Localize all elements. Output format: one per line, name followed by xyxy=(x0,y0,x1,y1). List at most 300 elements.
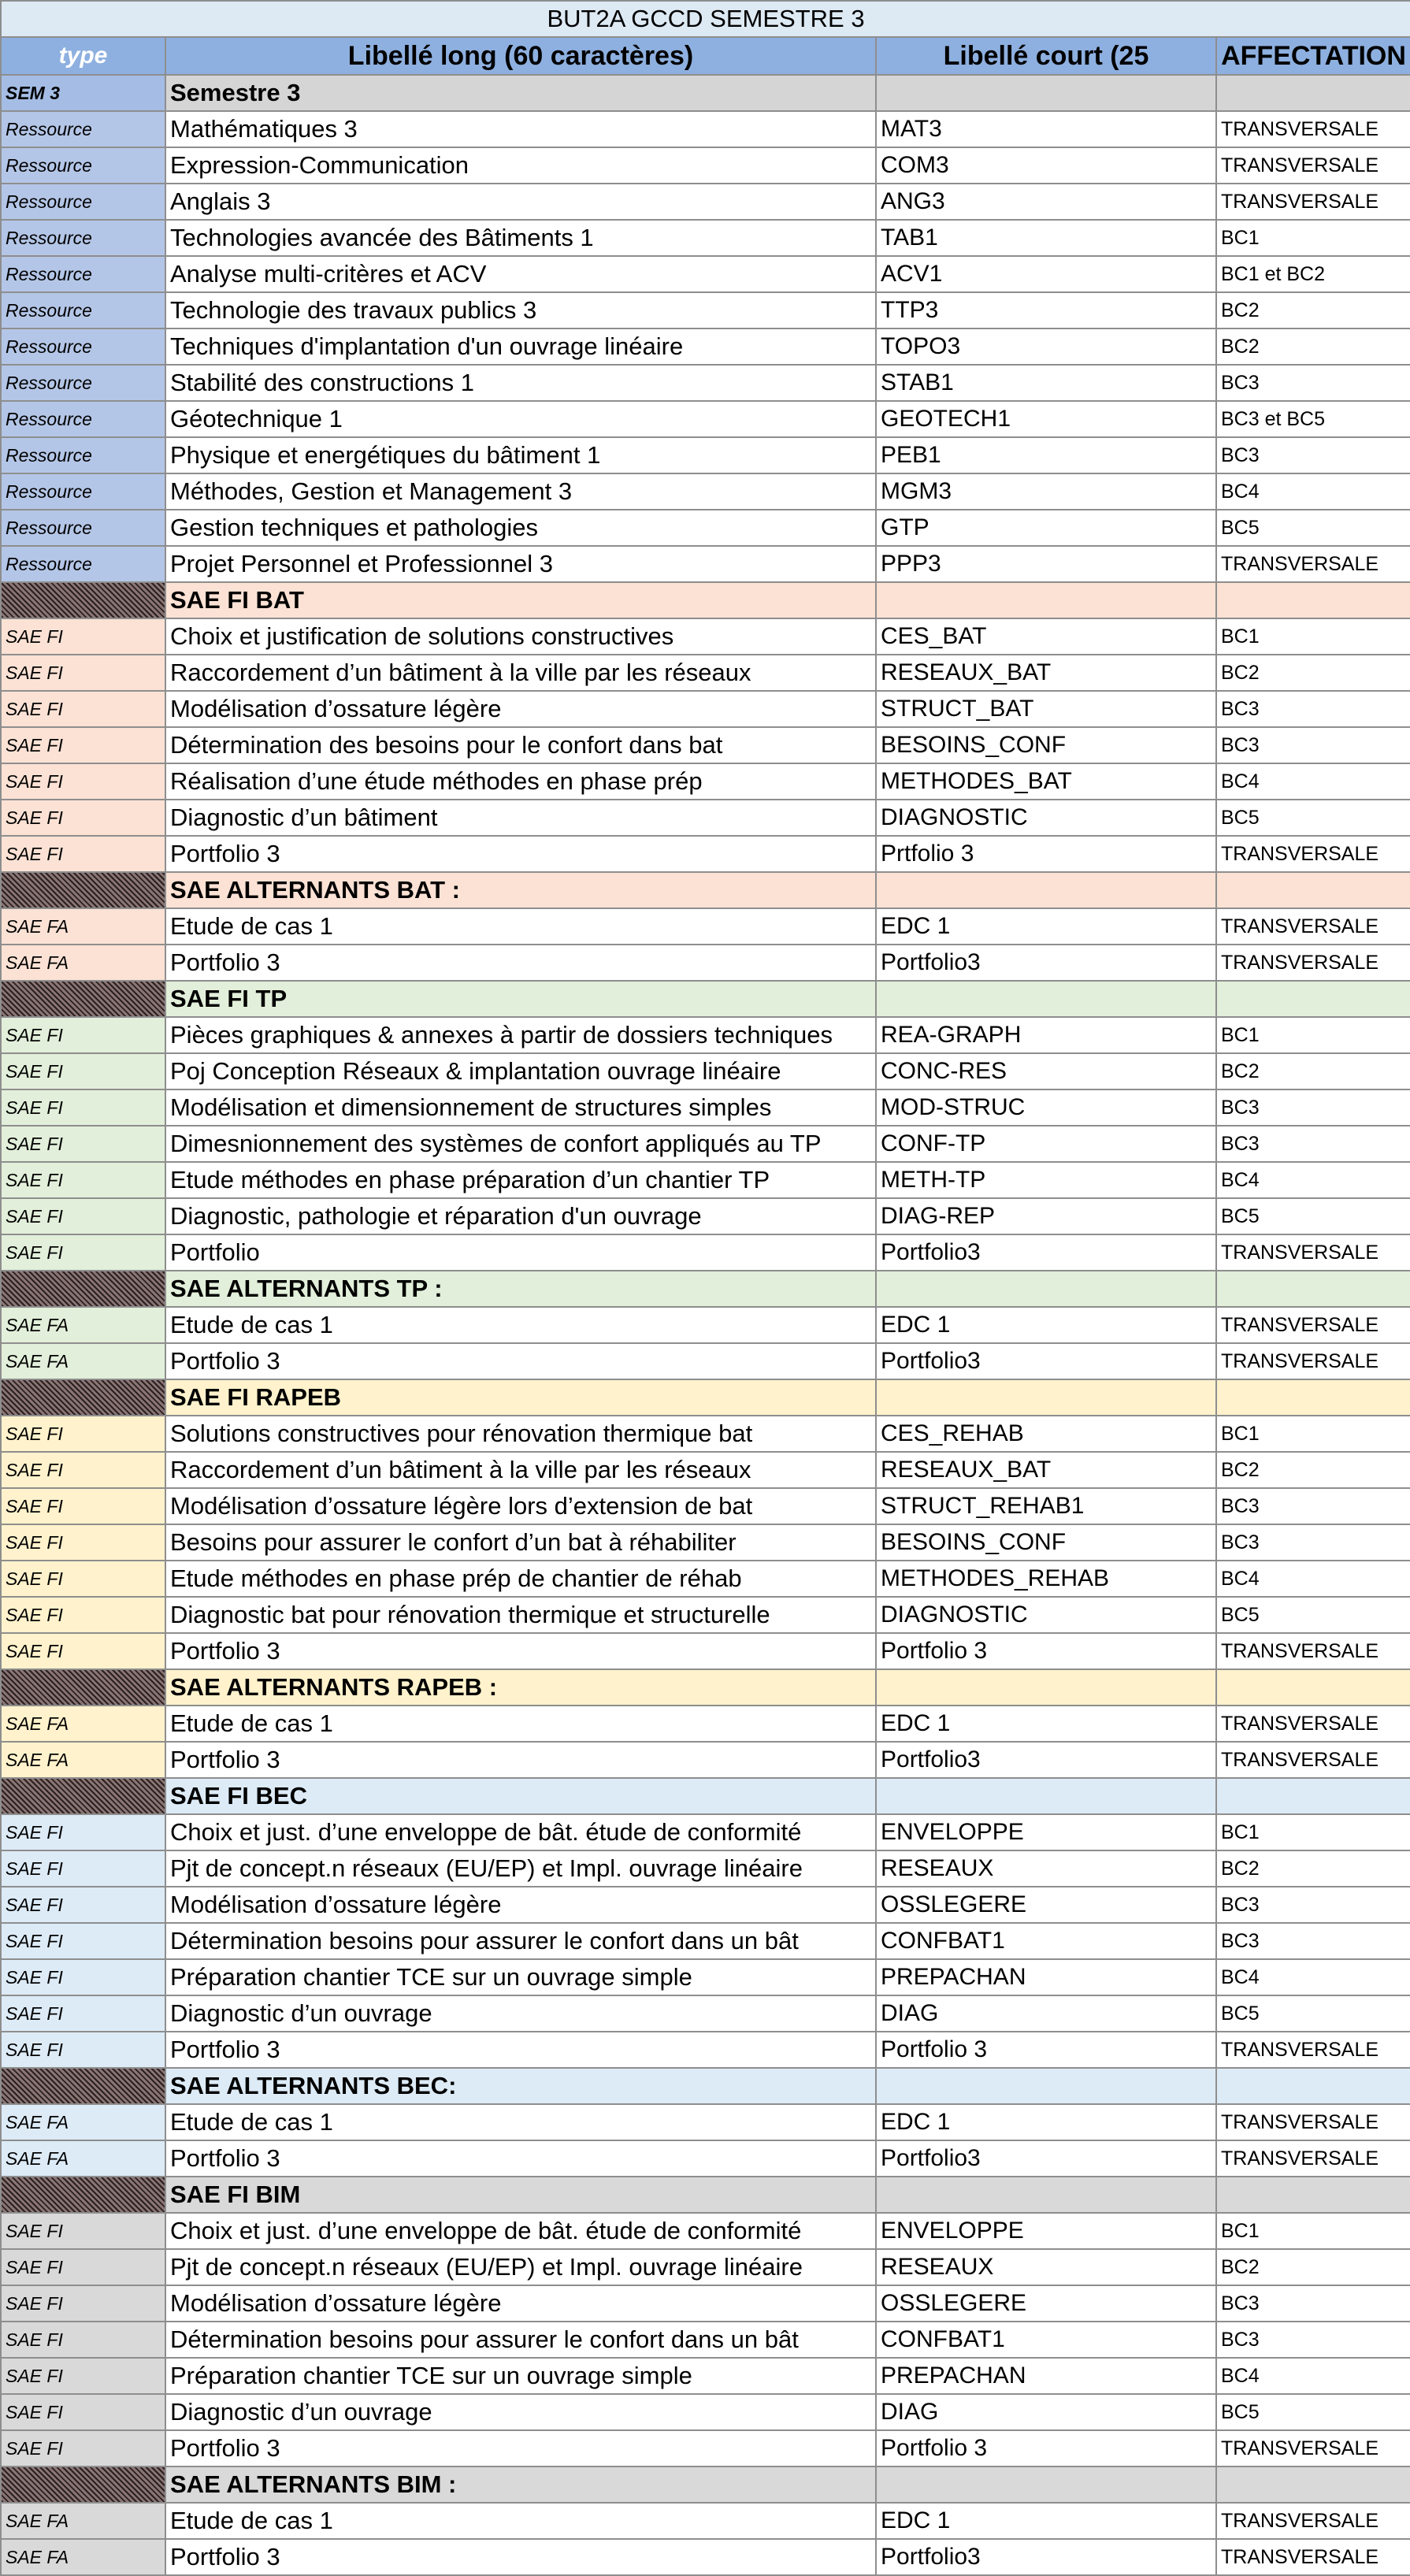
affectation-cell[interactable]: TRANSVERSALE xyxy=(1216,1706,1410,1742)
affectation-cell[interactable]: BC1 xyxy=(1216,2213,1410,2249)
section-affectation-cell[interactable] xyxy=(1216,981,1410,1017)
table-row xyxy=(1,1162,1410,1198)
section-short-cell[interactable] xyxy=(876,1778,1216,1814)
hatched-type-cell[interactable] xyxy=(1,2177,165,2213)
short-label-cell[interactable]: RESEAUX_BAT xyxy=(876,655,1216,691)
section-title[interactable]: Semestre 3 xyxy=(165,75,876,111)
short-label-cell[interactable]: PREPACHAN xyxy=(876,1959,1216,1995)
affectation-cell[interactable]: BC3 xyxy=(1216,437,1410,473)
affectation-cell[interactable]: TRANSVERSALE xyxy=(1216,1742,1410,1778)
type-cell[interactable]: SAE FI xyxy=(1,1452,165,1488)
long-label-cell[interactable]: Etude méthodes en phase prép de chantier de réhab xyxy=(165,1561,876,1597)
short-label-cell[interactable]: ACV1 xyxy=(876,256,1216,292)
type-cell[interactable]: SAE FI xyxy=(1,2213,165,2249)
long-label-cell[interactable]: Réalisation d’une étude méthodes en phase prép xyxy=(165,763,876,800)
short-label-cell[interactable]: Portfolio 3 xyxy=(876,1633,1216,1669)
type-cell[interactable]: Ressource xyxy=(1,147,165,184)
short-label-cell[interactable]: Portfolio 3 xyxy=(876,2032,1216,2068)
affectation-cell[interactable]: TRANSVERSALE xyxy=(1216,1307,1410,1343)
affectation-cell[interactable]: BC1 xyxy=(1216,618,1410,655)
short-label-cell[interactable]: DIAG xyxy=(876,1995,1216,2032)
section-title[interactable]: SAE ALTERNANTS RAPEB : xyxy=(165,1669,876,1706)
section-short-cell[interactable] xyxy=(876,2467,1216,2503)
long-label-cell[interactable]: Choix et just. d’une enveloppe de bât. étude de conformité xyxy=(165,1814,876,1850)
section-short-cell[interactable] xyxy=(876,981,1216,1017)
long-label-cell[interactable]: Technologie des travaux publics 3 xyxy=(165,292,876,328)
hatched-type-cell[interactable] xyxy=(1,872,165,908)
short-label-cell[interactable]: Portfolio3 xyxy=(876,945,1216,981)
short-label-cell[interactable]: ANG3 xyxy=(876,184,1216,220)
short-label-cell[interactable]: DIAG-REP xyxy=(876,1198,1216,1234)
type-cell[interactable]: Ressource xyxy=(1,184,165,220)
short-label-cell[interactable]: MGM3 xyxy=(876,473,1216,510)
section-title[interactable]: SAE ALTERNANTS BAT : xyxy=(165,872,876,908)
affectation-cell[interactable]: BC3 et BC5 xyxy=(1216,401,1410,437)
affectation-cell[interactable]: BC3 xyxy=(1216,1089,1410,1126)
long-label-cell[interactable]: Gestion techniques et pathologies xyxy=(165,510,876,546)
type-cell[interactable]: Ressource xyxy=(1,220,165,256)
hatched-type-cell[interactable] xyxy=(1,582,165,618)
short-label-cell[interactable]: BESOINS_CONF xyxy=(876,1524,1216,1561)
table-row xyxy=(1,1488,1410,1524)
table-row xyxy=(1,1126,1410,1162)
type-cell[interactable]: Ressource xyxy=(1,510,165,546)
table-row xyxy=(1,1234,1410,1271)
long-label-cell[interactable]: Solutions constructives pour rénovation thermique bat xyxy=(165,1416,876,1452)
table-row xyxy=(1,1307,1410,1343)
type-cell[interactable]: SAE FI xyxy=(1,1162,165,1198)
long-label-cell[interactable]: Portfolio 3 xyxy=(165,1742,876,1778)
type-cell[interactable]: SAE FI xyxy=(1,1561,165,1597)
long-label-cell[interactable]: Mathématiques 3 xyxy=(165,111,876,147)
short-label-cell[interactable]: RESEAUX xyxy=(876,1850,1216,1887)
type-cell[interactable]: SAE FI xyxy=(1,836,165,872)
type-cell[interactable]: Ressource xyxy=(1,401,165,437)
affectation-cell[interactable]: BC3 xyxy=(1216,1887,1410,1923)
type-cell[interactable]: SAE FI xyxy=(1,1017,165,1053)
short-label-cell[interactable]: OSSLEGERE xyxy=(876,2285,1216,2322)
type-cell[interactable]: SAE FI xyxy=(1,1814,165,1850)
long-label-cell[interactable]: Etude méthodes en phase préparation d’un chantier TP xyxy=(165,1162,876,1198)
short-label-cell[interactable]: CES_BAT xyxy=(876,618,1216,655)
affectation-cell[interactable]: BC1 xyxy=(1216,220,1410,256)
short-label-cell[interactable]: PPP3 xyxy=(876,546,1216,582)
short-label-cell[interactable]: CONC-RES xyxy=(876,1053,1216,1089)
type-cell[interactable]: SAE FI xyxy=(1,1198,165,1234)
long-label-cell[interactable]: Modélisation d’ossature légère xyxy=(165,691,876,727)
long-label-cell[interactable]: Portfolio xyxy=(165,1234,876,1271)
short-label-cell[interactable]: Portfolio3 xyxy=(876,1234,1216,1271)
section-affectation-cell[interactable] xyxy=(1216,1778,1410,1814)
header-row xyxy=(1,37,1410,75)
affectation-cell[interactable]: BC3 xyxy=(1216,2322,1410,2358)
section-title[interactable]: SAE FI BIM xyxy=(165,2177,876,2213)
table-row xyxy=(1,1706,1410,1742)
long-label-cell[interactable]: Diagnostic d’un ouvrage xyxy=(165,1995,876,2032)
long-label-cell[interactable]: Anglais 3 xyxy=(165,184,876,220)
section-short-cell[interactable] xyxy=(876,2177,1216,2213)
section-affectation-cell[interactable] xyxy=(1216,1271,1410,1307)
long-label-cell[interactable]: Préparation chantier TCE sur un ouvrage simple xyxy=(165,1959,876,1995)
long-label-cell[interactable]: Diagnostic, pathologie et réparation d'un ouvrage xyxy=(165,1198,876,1234)
affectation-cell[interactable]: BC2 xyxy=(1216,1850,1410,1887)
section-affectation-cell[interactable] xyxy=(1216,75,1410,111)
section-title[interactable]: SAE ALTERNANTS TP : xyxy=(165,1271,876,1307)
type-cell[interactable]: SAE FI xyxy=(1,618,165,655)
affectation-cell[interactable]: BC4 xyxy=(1216,1561,1410,1597)
affectation-cell[interactable]: TRANSVERSALE xyxy=(1216,836,1410,872)
type-cell[interactable]: Ressource xyxy=(1,256,165,292)
type-cell[interactable]: Ressource xyxy=(1,546,165,582)
affectation-cell[interactable]: BC3 xyxy=(1216,365,1410,401)
type-cell[interactable]: SAE FI xyxy=(1,2430,165,2467)
long-label-cell[interactable]: Modélisation d’ossature légère lors d’extension de bat xyxy=(165,1488,876,1524)
short-label-cell[interactable]: PEB1 xyxy=(876,437,1216,473)
hatched-type-cell[interactable] xyxy=(1,981,165,1017)
type-cell[interactable]: SAE FI xyxy=(1,2032,165,2068)
affectation-cell[interactable]: BC1 xyxy=(1216,1017,1410,1053)
affectation-cell[interactable]: BC3 xyxy=(1216,1923,1410,1959)
long-label-cell[interactable]: Etude de cas 1 xyxy=(165,2104,876,2140)
header-long-label[interactable]: Libellé long (60 caractères) xyxy=(165,37,876,75)
short-label-cell[interactable]: CES_REHAB xyxy=(876,1416,1216,1452)
long-label-cell[interactable]: Détermination besoins pour assurer le confort dans un bât xyxy=(165,2322,876,2358)
short-label-cell[interactable]: OSSLEGERE xyxy=(876,1887,1216,1923)
long-label-cell[interactable]: Méthodes, Gestion et Management 3 xyxy=(165,473,876,510)
section-header-row xyxy=(1,75,1410,111)
long-label-cell[interactable]: Portfolio 3 xyxy=(165,2140,876,2177)
semester-type-cell[interactable]: SEM 3 xyxy=(1,75,165,111)
long-label-cell[interactable]: Pjt de concept.n réseaux (EU/EP) et Impl. ouvrage linéaire xyxy=(165,1850,876,1887)
header-affectation[interactable]: AFFECTATION xyxy=(1216,37,1410,75)
type-cell[interactable]: SAE FI xyxy=(1,1089,165,1126)
table-row xyxy=(1,618,1410,655)
short-label-cell[interactable]: MOD-STRUC xyxy=(876,1089,1216,1126)
long-label-cell[interactable]: Diagnostic d’un bâtiment xyxy=(165,800,876,836)
affectation-cell[interactable]: BC3 xyxy=(1216,1126,1410,1162)
short-label-cell[interactable]: STAB1 xyxy=(876,365,1216,401)
type-cell[interactable]: SAE FA xyxy=(1,2539,165,2575)
long-label-cell[interactable]: Poj Conception Réseaux & implantation ouvrage linéaire xyxy=(165,1053,876,1089)
short-label-cell[interactable]: DIAGNOSTIC xyxy=(876,800,1216,836)
type-cell[interactable]: SAE FI xyxy=(1,2358,165,2394)
long-label-cell[interactable]: Portfolio 3 xyxy=(165,2539,876,2575)
type-cell[interactable]: SAE FI xyxy=(1,1524,165,1561)
long-label-cell[interactable]: Portfolio 3 xyxy=(165,836,876,872)
long-label-cell[interactable]: Etude de cas 1 xyxy=(165,908,876,945)
type-cell[interactable]: SAE FA xyxy=(1,2104,165,2140)
section-short-cell[interactable] xyxy=(876,872,1216,908)
affectation-cell[interactable]: TRANSVERSALE xyxy=(1216,546,1410,582)
type-cell[interactable]: SAE FI xyxy=(1,2322,165,2358)
affectation-cell[interactable]: BC3 xyxy=(1216,727,1410,763)
short-label-cell[interactable]: Portfolio3 xyxy=(876,1343,1216,1379)
short-label-cell[interactable]: CONFBAT1 xyxy=(876,2322,1216,2358)
affectation-cell[interactable]: BC2 xyxy=(1216,655,1410,691)
section-short-cell[interactable] xyxy=(876,1669,1216,1706)
type-cell[interactable]: SAE FA xyxy=(1,1343,165,1379)
affectation-cell[interactable]: BC5 xyxy=(1216,1597,1410,1633)
type-cell[interactable]: SAE FI xyxy=(1,1887,165,1923)
affectation-cell[interactable]: TRANSVERSALE xyxy=(1216,111,1410,147)
type-cell[interactable]: SAE FI xyxy=(1,2249,165,2285)
long-label-cell[interactable]: Portfolio 3 xyxy=(165,2032,876,2068)
table-row xyxy=(1,1452,1410,1488)
section-title[interactable]: SAE FI BAT xyxy=(165,582,876,618)
table-row xyxy=(1,184,1410,220)
section-title[interactable]: SAE ALTERNANTS BIM : xyxy=(165,2467,876,2503)
long-label-cell[interactable]: Diagnostic d’un ouvrage xyxy=(165,2394,876,2430)
long-label-cell[interactable]: Techniques d'implantation d'un ouvrage linéaire xyxy=(165,328,876,365)
section-short-cell[interactable] xyxy=(876,1379,1216,1416)
header-short-label[interactable]: Libellé court (25 xyxy=(876,37,1216,75)
affectation-cell[interactable]: BC2 xyxy=(1216,1053,1410,1089)
long-label-cell[interactable]: Projet Personnel et Professionnel 3 xyxy=(165,546,876,582)
type-cell[interactable]: SAE FA xyxy=(1,1307,165,1343)
type-cell[interactable]: SAE FI xyxy=(1,1995,165,2032)
long-label-cell[interactable]: Modélisation et dimensionnement de structures simples xyxy=(165,1089,876,1126)
hatched-type-cell[interactable] xyxy=(1,1669,165,1706)
affectation-cell[interactable]: BC1 xyxy=(1216,1416,1410,1452)
short-label-cell[interactable]: PREPACHAN xyxy=(876,2358,1216,2394)
affectation-cell[interactable]: BC1 xyxy=(1216,1814,1410,1850)
type-cell[interactable]: SAE FI xyxy=(1,1234,165,1271)
short-label-cell[interactable]: DIAGNOSTIC xyxy=(876,1597,1216,1633)
affectation-cell[interactable]: BC5 xyxy=(1216,800,1410,836)
section-affectation-cell[interactable] xyxy=(1216,872,1410,908)
short-label-cell[interactable]: GEOTECH1 xyxy=(876,401,1216,437)
short-label-cell[interactable]: Prtfolio 3 xyxy=(876,836,1216,872)
short-label-cell[interactable]: COM3 xyxy=(876,147,1216,184)
type-cell[interactable]: SAE FI xyxy=(1,1923,165,1959)
type-cell[interactable]: SAE FI xyxy=(1,1416,165,1452)
sheet-title[interactable]: BUT2A GCCD SEMESTRE 3 xyxy=(1,1,1410,37)
short-label-cell[interactable]: BESOINS_CONF xyxy=(876,727,1216,763)
long-label-cell[interactable]: Préparation chantier TCE sur un ouvrage simple xyxy=(165,2358,876,2394)
long-label-cell[interactable]: Physique et energétiques du bâtiment 1 xyxy=(165,437,876,473)
long-label-cell[interactable]: Portfolio 3 xyxy=(165,945,876,981)
affectation-cell[interactable]: TRANSVERSALE xyxy=(1216,184,1410,220)
long-label-cell[interactable]: Etude de cas 1 xyxy=(165,1307,876,1343)
type-cell[interactable]: SAE FI xyxy=(1,691,165,727)
type-cell[interactable]: SAE FI xyxy=(1,1597,165,1633)
type-cell[interactable]: SAE FI xyxy=(1,1126,165,1162)
type-cell[interactable]: Ressource xyxy=(1,111,165,147)
short-label-cell[interactable]: CONFBAT1 xyxy=(876,1923,1216,1959)
section-affectation-cell[interactable] xyxy=(1216,2068,1410,2104)
section-title[interactable]: SAE FI RAPEB xyxy=(165,1379,876,1416)
hatched-type-cell[interactable] xyxy=(1,2068,165,2104)
affectation-cell[interactable]: BC4 xyxy=(1216,473,1410,510)
short-label-cell[interactable]: METHODES_BAT xyxy=(876,763,1216,800)
hatched-type-cell[interactable] xyxy=(1,1271,165,1307)
table-row xyxy=(1,256,1410,292)
table-row xyxy=(1,473,1410,510)
short-label-cell[interactable]: ENVELOPPE xyxy=(876,1814,1216,1850)
short-label-cell[interactable]: DIAG xyxy=(876,2394,1216,2430)
long-label-cell[interactable]: Stabilité des constructions 1 xyxy=(165,365,876,401)
type-cell[interactable]: SAE FI xyxy=(1,2394,165,2430)
type-cell[interactable]: SAE FI xyxy=(1,2285,165,2322)
long-label-cell[interactable]: Expression-Communication xyxy=(165,147,876,184)
affectation-cell[interactable]: BC3 xyxy=(1216,1524,1410,1561)
header-type[interactable]: type xyxy=(1,37,165,75)
short-label-cell[interactable]: METHODES_REHAB xyxy=(876,1561,1216,1597)
short-label-cell[interactable]: METH-TP xyxy=(876,1162,1216,1198)
affectation-cell[interactable]: BC1 et BC2 xyxy=(1216,256,1410,292)
section-affectation-cell[interactable] xyxy=(1216,1669,1410,1706)
table-row xyxy=(1,2104,1410,2140)
affectation-cell[interactable]: TRANSVERSALE xyxy=(1216,2104,1410,2140)
affectation-cell[interactable]: TRANSVERSALE xyxy=(1216,2430,1410,2467)
affectation-cell[interactable]: BC3 xyxy=(1216,1488,1410,1524)
short-label-cell[interactable]: ENVELOPPE xyxy=(876,2213,1216,2249)
affectation-cell[interactable]: TRANSVERSALE xyxy=(1216,147,1410,184)
long-label-cell[interactable]: Modélisation d’ossature légère xyxy=(165,1887,876,1923)
long-label-cell[interactable]: Pièces graphiques & annexes à partir de dossiers techniques xyxy=(165,1017,876,1053)
long-label-cell[interactable]: Portfolio 3 xyxy=(165,1343,876,1379)
long-label-cell[interactable]: Analyse multi-critères et ACV xyxy=(165,256,876,292)
affectation-cell[interactable]: TRANSVERSALE xyxy=(1216,1234,1410,1271)
affectation-cell[interactable]: TRANSVERSALE xyxy=(1216,945,1410,981)
type-cell[interactable]: SAE FI xyxy=(1,1850,165,1887)
short-label-cell[interactable]: GTP xyxy=(876,510,1216,546)
short-label-cell[interactable]: TTP3 xyxy=(876,292,1216,328)
type-cell[interactable]: SAE FI xyxy=(1,1488,165,1524)
type-cell[interactable]: SAE FI xyxy=(1,1959,165,1995)
section-affectation-cell[interactable] xyxy=(1216,582,1410,618)
short-label-cell[interactable]: RESEAUX_BAT xyxy=(876,1452,1216,1488)
short-label-cell[interactable]: STRUCT_REHAB1 xyxy=(876,1488,1216,1524)
affectation-cell[interactable]: TRANSVERSALE xyxy=(1216,1343,1410,1379)
section-short-cell[interactable] xyxy=(876,582,1216,618)
affectation-cell[interactable]: BC4 xyxy=(1216,2358,1410,2394)
affectation-cell[interactable]: BC2 xyxy=(1216,292,1410,328)
affectation-cell[interactable]: BC5 xyxy=(1216,1198,1410,1234)
section-title[interactable]: SAE ALTERNANTS BEC: xyxy=(165,2068,876,2104)
type-cell[interactable]: SAE FA xyxy=(1,1742,165,1778)
section-affectation-cell[interactable] xyxy=(1216,2467,1410,2503)
short-label-cell[interactable]: EDC 1 xyxy=(876,2503,1216,2539)
short-label-cell[interactable]: CONF-TP xyxy=(876,1126,1216,1162)
affectation-cell[interactable]: TRANSVERSALE xyxy=(1216,2539,1410,2575)
hatched-type-cell[interactable] xyxy=(1,2467,165,2503)
long-label-cell[interactable]: Détermination besoins pour assurer le confort dans un bât xyxy=(165,1923,876,1959)
section-title[interactable]: SAE FI TP xyxy=(165,981,876,1017)
long-label-cell[interactable]: Choix et justification de solutions constructives xyxy=(165,618,876,655)
long-label-cell[interactable]: Besoins pour assurer le confort d’un bat à réhabiliter xyxy=(165,1524,876,1561)
short-label-cell[interactable]: MAT3 xyxy=(876,111,1216,147)
affectation-cell[interactable]: BC5 xyxy=(1216,2394,1410,2430)
short-label-cell[interactable]: TAB1 xyxy=(876,220,1216,256)
type-cell[interactable]: SAE FA xyxy=(1,945,165,981)
type-cell[interactable]: Ressource xyxy=(1,328,165,365)
type-cell[interactable]: SAE FA xyxy=(1,908,165,945)
affectation-cell[interactable]: BC2 xyxy=(1216,1452,1410,1488)
affectation-cell[interactable]: BC5 xyxy=(1216,510,1410,546)
hatched-type-cell[interactable] xyxy=(1,1379,165,1416)
affectation-cell[interactable]: TRANSVERSALE xyxy=(1216,2503,1410,2539)
table-row xyxy=(1,2358,1410,2394)
long-label-cell[interactable]: Dimesnionnement des systèmes de confort appliqués au TP xyxy=(165,1126,876,1162)
type-cell[interactable]: SAE FI xyxy=(1,727,165,763)
short-label-cell[interactable]: EDC 1 xyxy=(876,1706,1216,1742)
type-cell[interactable]: SAE FI xyxy=(1,655,165,691)
affectation-cell[interactable]: BC3 xyxy=(1216,2285,1410,2322)
section-short-cell[interactable] xyxy=(876,2068,1216,2104)
affectation-cell[interactable]: BC4 xyxy=(1216,1162,1410,1198)
section-short-cell[interactable] xyxy=(876,1271,1216,1307)
affectation-cell[interactable]: BC5 xyxy=(1216,1995,1410,2032)
short-label-cell[interactable]: Portfolio 3 xyxy=(876,2430,1216,2467)
long-label-cell[interactable]: Raccordement d’un bâtiment à la ville par les réseaux xyxy=(165,655,876,691)
affectation-cell[interactable]: BC4 xyxy=(1216,1959,1410,1995)
short-label-cell[interactable]: TOPO3 xyxy=(876,328,1216,365)
long-label-cell[interactable]: Choix et just. d’une enveloppe de bât. étude de conformité xyxy=(165,2213,876,2249)
type-cell[interactable]: Ressource xyxy=(1,365,165,401)
section-short-cell[interactable] xyxy=(876,75,1216,111)
short-label-cell[interactable]: STRUCT_BAT xyxy=(876,691,1216,727)
affectation-cell[interactable]: BC2 xyxy=(1216,2249,1410,2285)
type-cell[interactable]: SAE FI xyxy=(1,1053,165,1089)
section-title[interactable]: SAE FI BEC xyxy=(165,1778,876,1814)
long-label-cell[interactable]: Géotechnique 1 xyxy=(165,401,876,437)
affectation-cell[interactable]: BC2 xyxy=(1216,328,1410,365)
short-label-cell[interactable]: Portfolio3 xyxy=(876,2140,1216,2177)
long-label-cell[interactable]: Détermination des besoins pour le confort dans bat xyxy=(165,727,876,763)
table-row xyxy=(1,1089,1410,1126)
affectation-cell[interactable]: TRANSVERSALE xyxy=(1216,2140,1410,2177)
short-label-cell[interactable]: Portfolio3 xyxy=(876,1742,1216,1778)
long-label-cell[interactable]: Portfolio 3 xyxy=(165,1633,876,1669)
affectation-cell[interactable]: TRANSVERSALE xyxy=(1216,1633,1410,1669)
type-cell[interactable]: Ressource xyxy=(1,473,165,510)
long-label-cell[interactable]: Raccordement d’un bâtiment à la ville par les réseaux xyxy=(165,1452,876,1488)
section-header-row xyxy=(1,2177,1410,2213)
long-label-cell[interactable]: Pjt de concept.n réseaux (EU/EP) et Impl. ouvrage linéaire xyxy=(165,2249,876,2285)
long-label-cell[interactable]: Portfolio 3 xyxy=(165,2430,876,2467)
type-cell[interactable]: SAE FI xyxy=(1,763,165,800)
type-cell[interactable]: SAE FI xyxy=(1,1633,165,1669)
type-cell[interactable]: Ressource xyxy=(1,292,165,328)
section-affectation-cell[interactable] xyxy=(1216,2177,1410,2213)
short-label-cell[interactable]: EDC 1 xyxy=(876,1307,1216,1343)
section-affectation-cell[interactable] xyxy=(1216,1379,1410,1416)
long-label-cell[interactable]: Modélisation d’ossature légère xyxy=(165,2285,876,2322)
affectation-cell[interactable]: BC4 xyxy=(1216,763,1410,800)
type-cell[interactable]: SAE FA xyxy=(1,2140,165,2177)
long-label-cell[interactable]: Technologies avancée des Bâtiments 1 xyxy=(165,220,876,256)
table-row xyxy=(1,111,1410,147)
short-label-cell[interactable]: EDC 1 xyxy=(876,908,1216,945)
short-label-cell[interactable]: REA-GRAPH xyxy=(876,1017,1216,1053)
type-cell[interactable]: SAE FA xyxy=(1,1706,165,1742)
long-label-cell[interactable]: Diagnostic bat pour rénovation thermique et structurelle xyxy=(165,1597,876,1633)
table-row xyxy=(1,220,1410,256)
long-label-cell[interactable]: Etude de cas 1 xyxy=(165,2503,876,2539)
type-cell[interactable]: SAE FA xyxy=(1,2503,165,2539)
long-label-cell[interactable]: Etude de cas 1 xyxy=(165,1706,876,1742)
type-cell[interactable]: Ressource xyxy=(1,437,165,473)
short-label-cell[interactable]: Portfolio3 xyxy=(876,2539,1216,2575)
hatched-type-cell[interactable] xyxy=(1,1778,165,1814)
type-cell[interactable]: SAE FI xyxy=(1,800,165,836)
short-label-cell[interactable]: EDC 1 xyxy=(876,2104,1216,2140)
short-label-cell[interactable]: RESEAUX xyxy=(876,2249,1216,2285)
affectation-cell[interactable]: TRANSVERSALE xyxy=(1216,2032,1410,2068)
affectation-cell[interactable]: BC3 xyxy=(1216,691,1410,727)
affectation-cell[interactable]: TRANSVERSALE xyxy=(1216,908,1410,945)
